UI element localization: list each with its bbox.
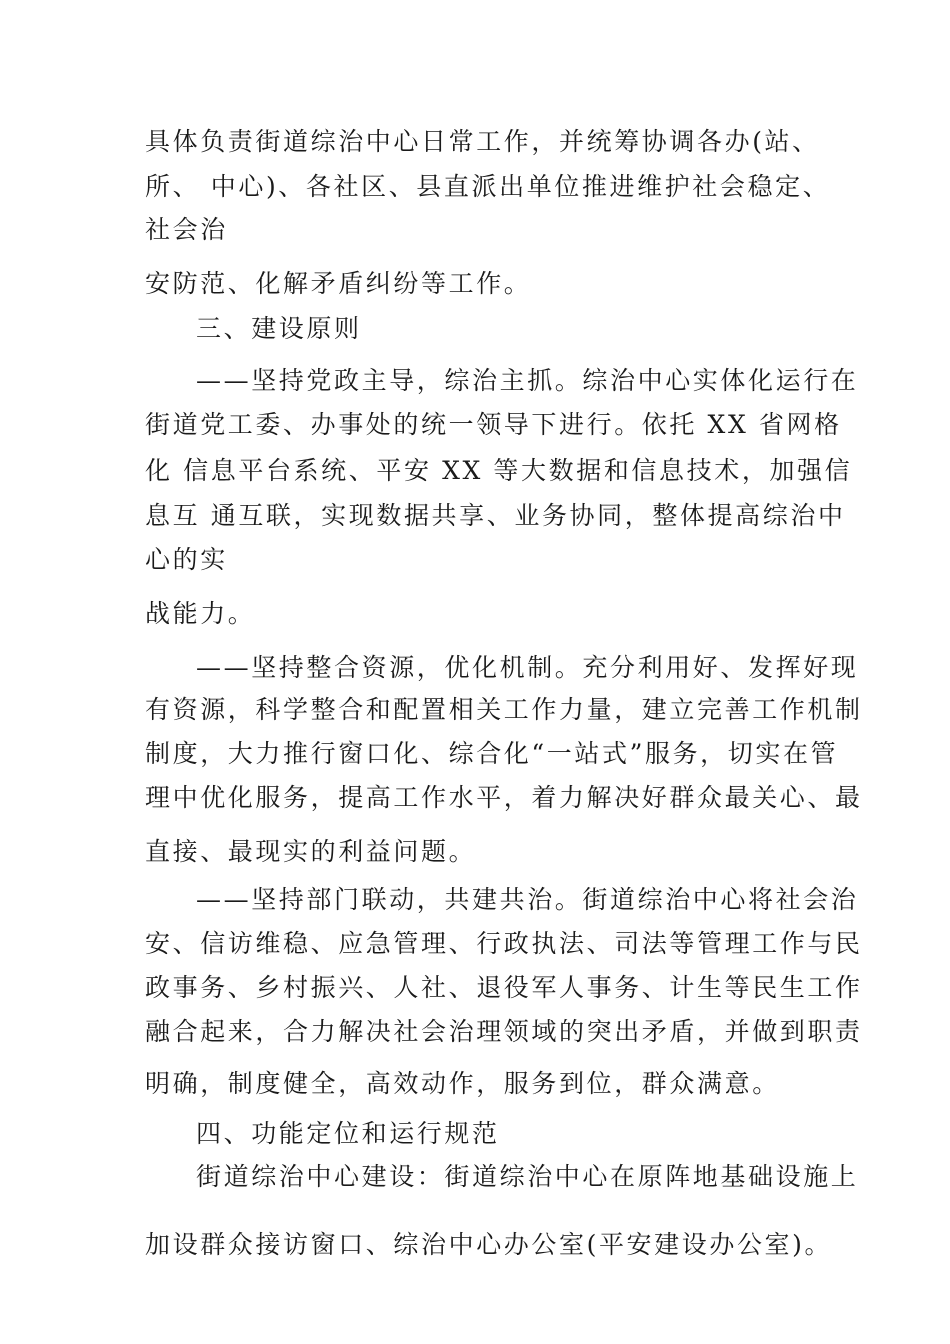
text-line: 社会治 — [145, 215, 228, 244]
section-heading: 四、功能定位和运行规范 — [196, 1119, 500, 1148]
text-line: 化 信息平台系统、平安 XX 等大数据和信息技术，加强信 — [145, 456, 853, 485]
text-line: 街道党工委、办事处的统一领导下进行。依托 XX 省网格 — [145, 410, 842, 439]
text-line: 街道综治中心建设：街道综治中心在原阵地基础设施上 — [196, 1162, 859, 1191]
section-heading: 三、建设原则 — [196, 314, 362, 343]
text-line: 政事务、乡村振兴、人社、退役军人事务、计生等民生工作 — [145, 973, 863, 1002]
text-line: 战能力。 — [145, 599, 256, 628]
text-line: 融合起来，合力解决社会治理领域的突出矛盾，并做到职责 — [145, 1017, 863, 1046]
text-line: 息互 通互联，实现数据共享、业务协同，整体提高综治中 — [145, 501, 846, 530]
text-line: 明确，制度健全，高效动作，服务到位，群众满意。 — [145, 1069, 780, 1098]
text-line: 制度，大力推行窗口化、综合化“一站式”服务，切实在管 — [145, 739, 839, 768]
text-line: 具体负责街道综治中心日常工作，并统筹协调各办(站、 — [145, 127, 820, 156]
text-line: 直接、最现实的利益问题。 — [145, 837, 477, 866]
text-line: ——坚持部门联动，共建共治。街道综治中心将社会治 — [196, 885, 859, 914]
text-line: ——坚持整合资源，优化机制。充分利用好、发挥好现 — [196, 653, 859, 682]
text-line: 有资源，科学整合和配置相关工作力量，建立完善工作机制 — [145, 695, 863, 724]
text-line: 加设群众接访窗口、综治中心办公室(平安建设办公室)。 — [145, 1230, 833, 1259]
text-line: 心的实 — [145, 545, 228, 574]
text-line: ——坚持党政主导，综治主抓。综治中心实体化运行在 — [196, 366, 859, 395]
text-line: 所、 中心)、各社区、县直派出单位推进维护社会稳定、 — [145, 172, 831, 201]
text-line: 安、信访维稳、应急管理、行政执法、司法等管理工作与民 — [145, 929, 863, 958]
text-line: 理中优化服务，提高工作水平，着力解决好群众最关心、最 — [145, 783, 863, 812]
text-line: 安防范、化解矛盾纠纷等工作。 — [145, 269, 532, 298]
